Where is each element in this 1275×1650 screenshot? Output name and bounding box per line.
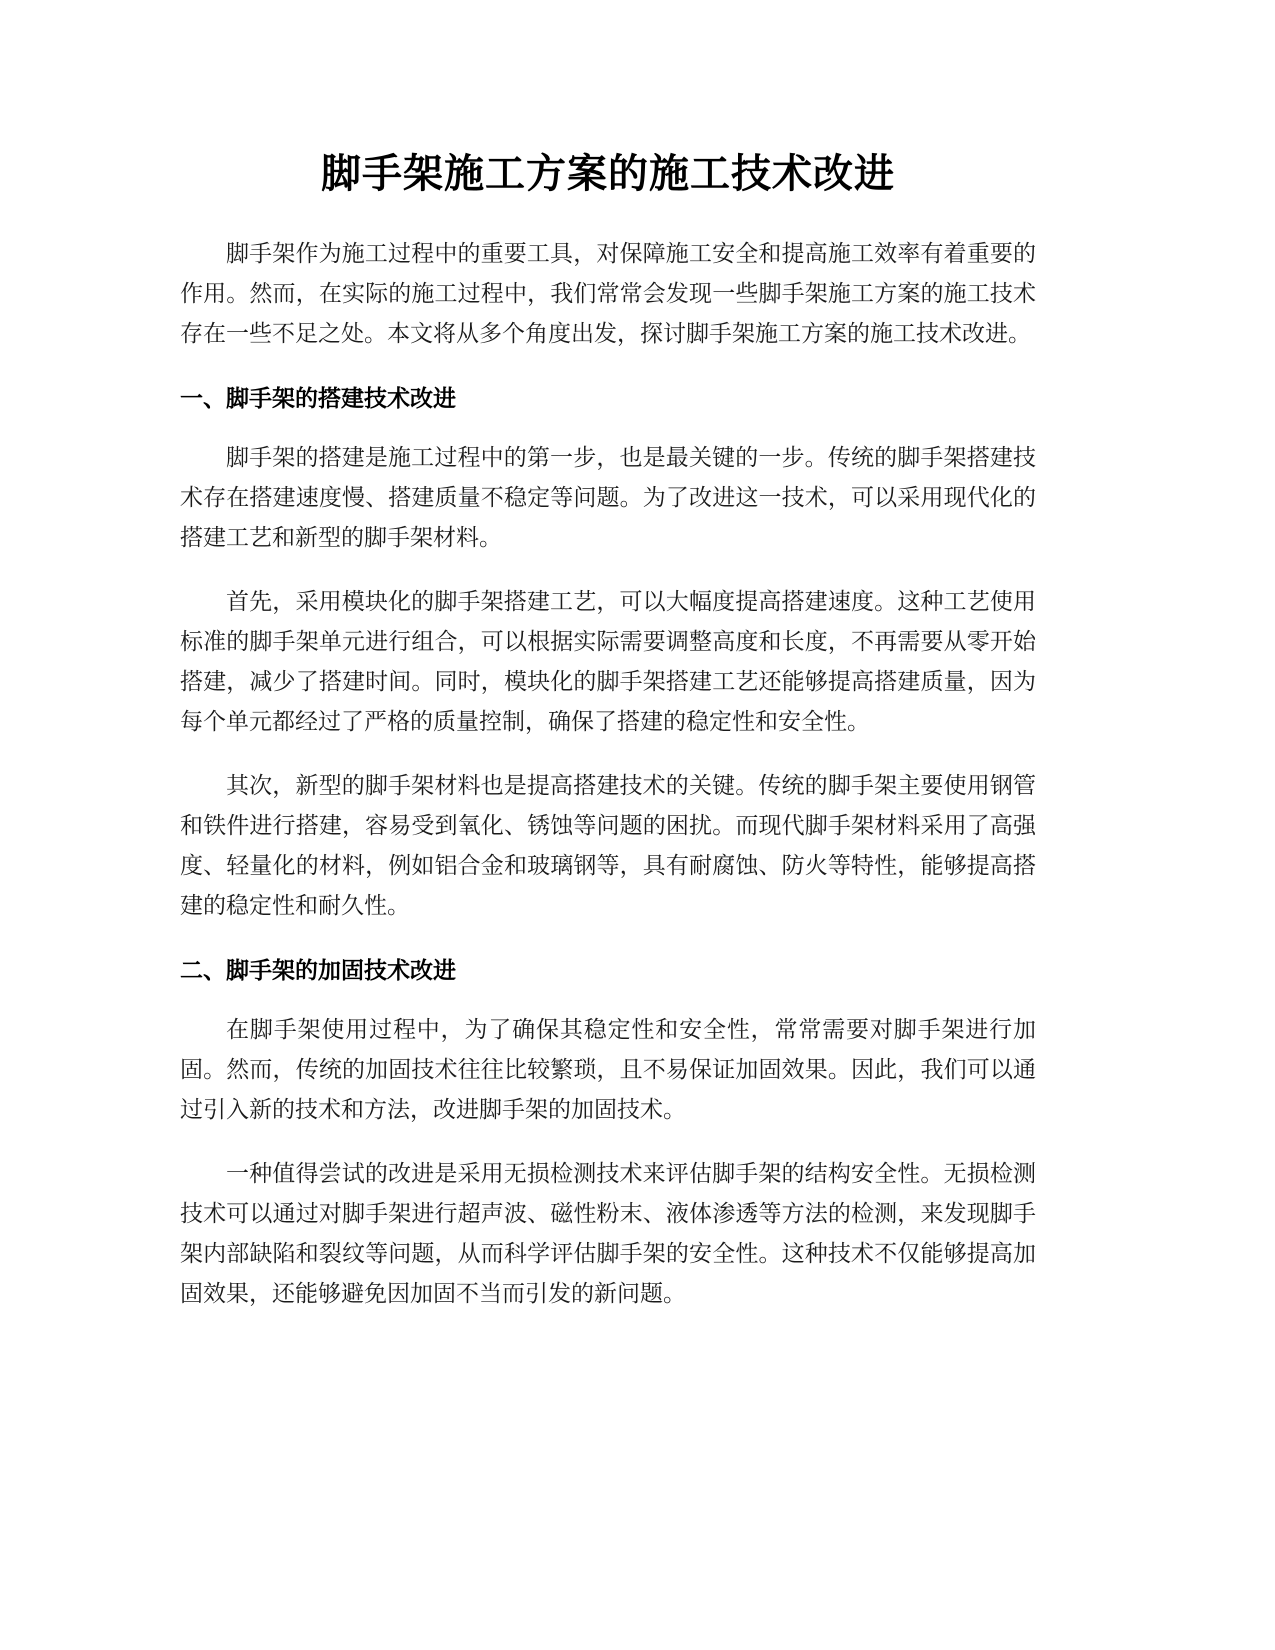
section-1-heading: 一、脚手架的搭建技术改进 [180, 386, 456, 412]
section-1-paragraph-1: 脚手架的搭建是施工过程中的第一步，也是最关键的一步。传统的脚手架搭建技术存在搭建速度慢、搭建质量不稳定等问题。为了改进这一技术，可以采用现代化的搭建工艺和新型的脚手架材料。 [180, 445, 1036, 551]
section-2-paragraph-1: 在脚手架使用过程中，为了确保其稳定性和安全性，常常需要对脚手架进行加固。然而，传统的加固技术往往比较繁琐，且不易保证加固效果。因此，我们可以通过引入新的技术和方法，改进脚手架的加固技术。 [180, 1017, 1036, 1123]
section-1-paragraph-2: 首先，采用模块化的脚手架搭建工艺，可以大幅度提高搭建速度。这种工艺使用标准的脚手架单元进行组合，可以根据实际需要调整高度和长度，不再需要从零开始搭建，减少了搭建时间。同时，模块化的脚手架搭建工艺还能够提高搭建质量，因为每个单元都经过了严格的质量控制，确保了搭建的稳定性和安全性。 [180, 589, 1036, 735]
document-body [180, 150, 1036, 1314]
section-1-paragraph-3: 其次，新型的脚手架材料也是提高搭建技术的关键。传统的脚手架主要使用钢管和铁件进行搭建，容易受到氧化、锈蚀等问题的困扰。而现代脚手架材料采用了高强度、轻量化的材料，例如铝合金和玻璃钢等，具有耐腐蚀、防火等特性，能够提高搭建的稳定性和耐久性。 [180, 773, 1036, 919]
intro-paragraph: 脚手架作为施工过程中的重要工具，对保障施工安全和提高施工效率有着重要的作用。然而，在实际的施工过程中，我们常常会发现一些脚手架施工方案的施工技术存在一些不足之处。本文将从多个角度出发，探讨脚手架施工方案的施工技术改进。 [180, 241, 1036, 347]
document-title: 脚手架施工方案的施工技术改进 [321, 151, 895, 197]
section-2-paragraph-2: 一种值得尝试的改进是采用无损检测技术来评估脚手架的结构安全性。无损检测技术可以通过对脚手架进行超声波、磁性粉末、液体渗透等方法的检测，来发现脚手架内部缺陷和裂纹等问题，从而科学评估脚手架的安全性。这种技术不仅能够提高加固效果，还能够避免因加固不当而引发的新问题。 [180, 1161, 1036, 1307]
section-2-heading: 二、脚手架的加固技术改进 [180, 958, 456, 984]
